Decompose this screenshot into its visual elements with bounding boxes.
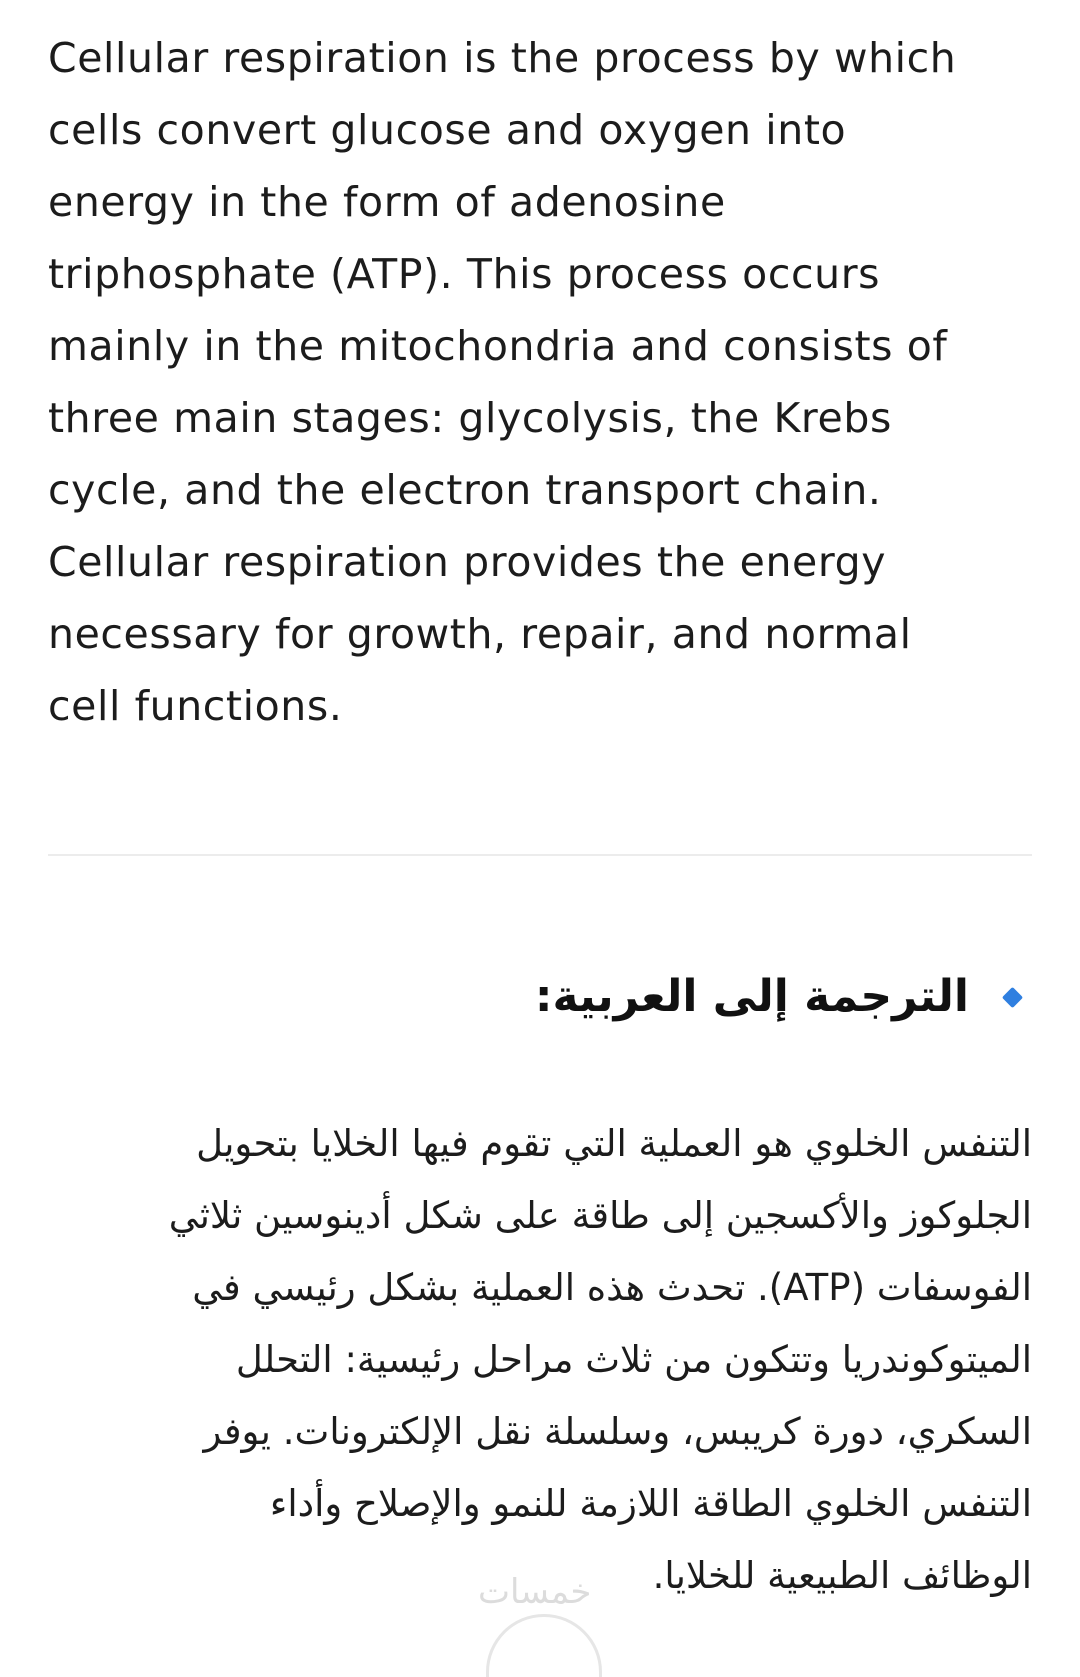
english-line: three main stages: glycolysis, the Krebs xyxy=(48,394,892,442)
english-line: mainly in the mitochondria and consists of xyxy=(48,322,948,370)
arabic-section-heading xyxy=(535,962,1020,1032)
arabic-line: الجلوكوز والأكسجين إلى طاقة على شكل أدينوسين ثلاثي xyxy=(168,1194,1032,1237)
english-line: cycle, and the electron transport chain. xyxy=(48,466,882,514)
english-line: energy in the form of adenosine xyxy=(48,178,726,226)
section-divider xyxy=(48,854,1032,856)
arabic-line: الوظائف الطبيعية للخلايا. xyxy=(652,1554,1032,1597)
english-line: Cellular respiration is the process by which xyxy=(48,34,957,82)
arabic-line: السكري، دورة كريبس، وسلسلة نقل الإلكترونات. يوفر xyxy=(203,1410,1032,1453)
arabic-line: الفوسفات (ATP). تحدث هذه العملية بشكل رئيسي في xyxy=(192,1266,1032,1309)
english-line: cell functions. xyxy=(48,682,343,730)
arabic-heading-text: الترجمة إلى العربية: xyxy=(534,971,969,1022)
english-line: necessary for growth, repair, and normal xyxy=(48,610,912,658)
diamond-bullet-icon xyxy=(1002,986,1023,1007)
arabic-line: التنفس الخلوي هو العملية التي تقوم فيها الخلايا بتحويل xyxy=(196,1122,1032,1165)
watermark-logo: خمسات xyxy=(478,1572,592,1612)
arabic-line: التنفس الخلوي الطاقة اللازمة للنمو والإصلاح وأداء xyxy=(269,1482,1032,1525)
english-line: cells convert glucose and oxygen into xyxy=(48,106,847,154)
arabic-line: الميتوكوندريا وتتكون من ثلاث مراحل رئيسية: التحلل xyxy=(235,1338,1032,1381)
arabic-paragraph xyxy=(42,1108,1032,1612)
watermark-arc-icon xyxy=(486,1614,602,1677)
english-paragraph xyxy=(48,22,1048,742)
english-line: triphosphate (ATP). This process occurs xyxy=(48,250,881,298)
english-line: Cellular respiration provides the energy xyxy=(48,538,887,586)
